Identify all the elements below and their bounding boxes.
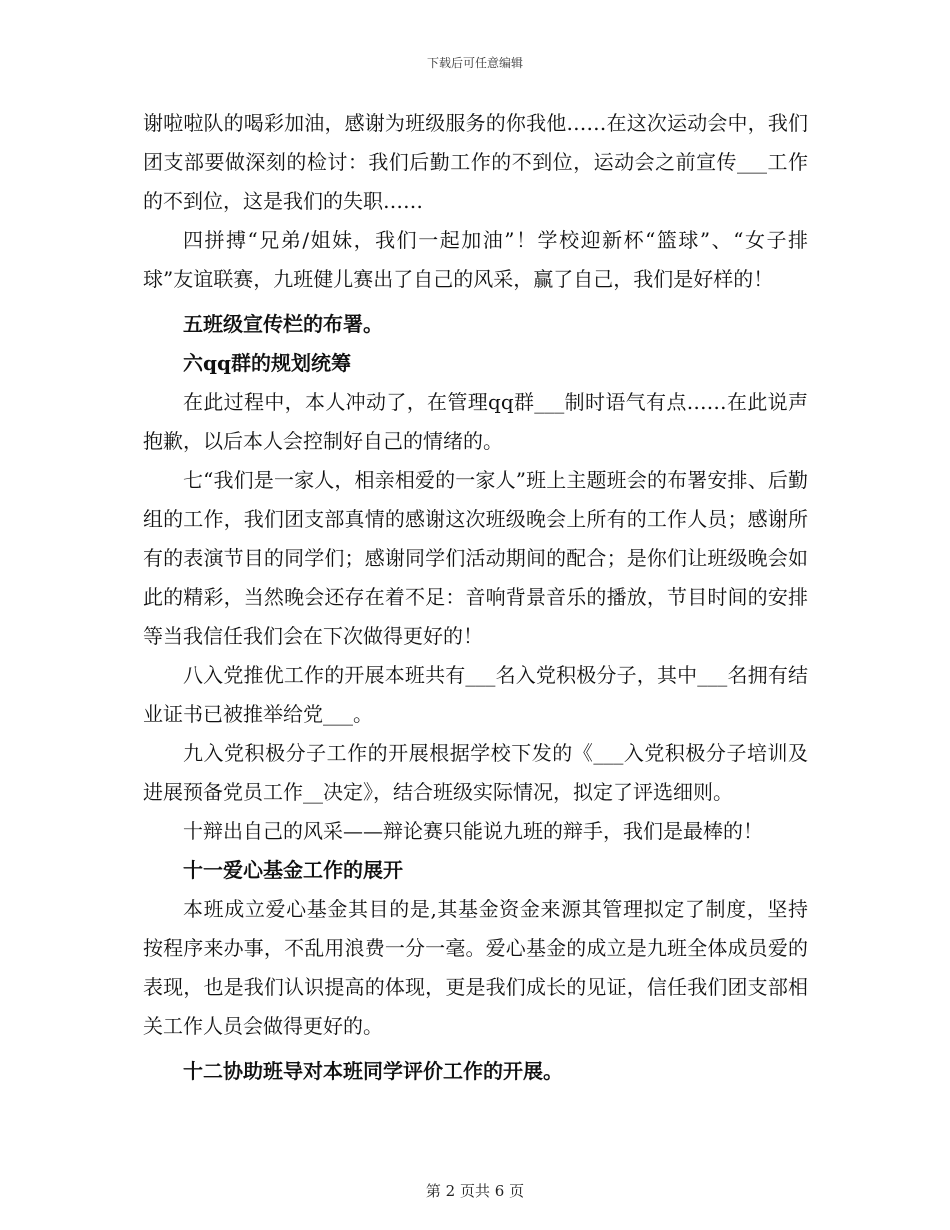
heading-section-12: 十二协助班导对本班同学评价工作的开展。 — [183, 1059, 563, 1083]
heading-section-5: 五班级宣传栏的布署。 — [183, 312, 383, 336]
heading-section-11: 十一爱心基金工作的展开 — [183, 858, 403, 882]
paragraph-section-10: 十辩出自己的风采——辩论赛只能说九班的辩手，我们是最棒的！ — [183, 819, 763, 843]
page-header: 下载后可任意编辑 — [426, 56, 523, 70]
paragraph-section-11-body: 本班成立爱心基金其目的是,其基金资金来源其管理拟定了制度，坚持按程序来办事，不乱用浪费一分一毫。爱心基金的成立是九班全体成员爱的表现，也是我们认识提高的体现，更是我们成长的见证，信任我们团支部相关工作人员会做得更好的。 — [143, 897, 808, 1038]
paragraph-continuation: 谢啦啦队的喝彩加油，感谢为班级服务的你我他……在这次运动会中，我们团支部要做深刻的检讨：我们后勤工作的不到位，运动会之前宣传___工作的不到位，这是我们的失职…… — [143, 111, 808, 213]
heading-section-6: 六qq群的规划统筹 — [183, 351, 351, 375]
paragraph-section-4: 四拼搏“兄弟/姐妹，我们一起加油”！学校迎新杯“篮球”、“女子排球”友谊联赛，九班健儿赛出了自己的风采，赢了自己，我们是好样的！ — [143, 228, 808, 291]
page-footer: 第 2 页共 6 页 — [425, 1182, 525, 1200]
paragraph-section-7: 七“我们是一家人，相亲相爱的一家人”班上主题班会的布署安排、后勤组的工作，我们团支部真情的感谢这次班级晚会上所有的工作人员；感谢所有的表演节目的同学们；感谢同学们活动期间的配合；是你们让班级晚会如此的精彩，当然晚会还存在着不足：音响背景音乐的播放，节目时间的安排等当我信任我们会在下次做得更好的！ — [143, 468, 808, 648]
document-body — [143, 104, 808, 1091]
paragraph-section-8: 八入党推优工作的开展本班共有___名入党积极分子，其中___名拥有结业证书已被推举给党___。 — [143, 663, 808, 726]
paragraph-section-9: 九入党积极分子工作的开展根据学校下发的《___入党积极分子培训及进展预备党员工作__决定》，结合班级实际情况，拟定了评选细则。 — [143, 741, 808, 804]
paragraph-section-6-body: 在此过程中，本人冲动了，在管理qq群___制时语气有点……在此说声抱歉，以后本人会控制好自己的情绪的。 — [143, 390, 808, 453]
